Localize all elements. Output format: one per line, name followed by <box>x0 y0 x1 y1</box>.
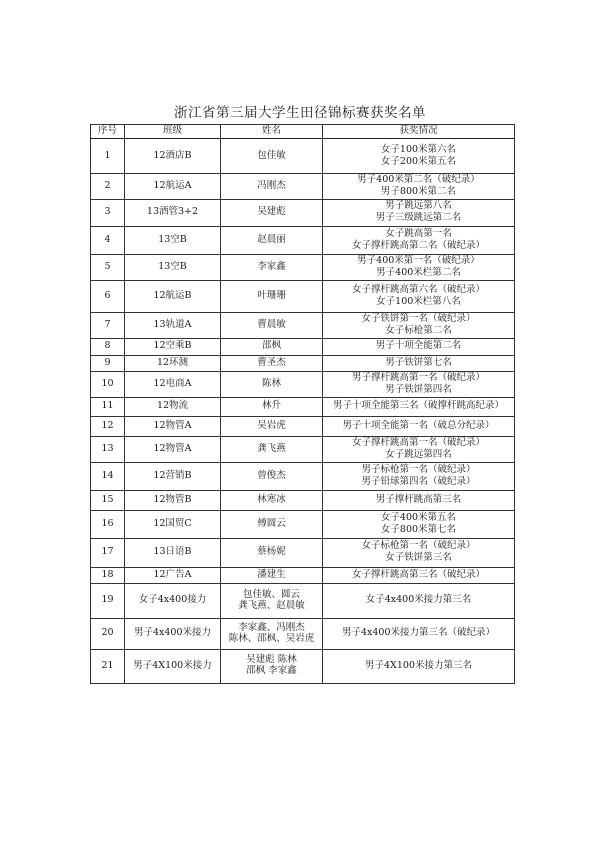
cell-no: 2 <box>91 174 125 200</box>
award-entry: 男子4X100米接力第三名 <box>365 659 472 671</box>
cell-class: 12物流 <box>125 397 221 416</box>
award-entry: 男子撑杆跳高第一名（破纪录） <box>351 371 485 383</box>
cell-name <box>221 139 323 174</box>
award-entry: 女子撑杆跳高第六名（破纪录） <box>351 283 485 295</box>
athlete-name: 冯刚杰 <box>257 179 286 191</box>
cell-name <box>221 174 323 200</box>
award-entry: 女子跳高第一名 <box>385 227 452 239</box>
cell-no: 5 <box>91 254 125 280</box>
cell-name <box>221 462 323 490</box>
cell-awards <box>323 510 515 538</box>
athlete-name: 包佳敏、圆云 <box>242 588 300 600</box>
cell-name <box>221 649 323 683</box>
athlete-name: 林升 <box>261 400 281 412</box>
award-entry: 男子400米第一名（破纪录） <box>357 254 480 266</box>
cell-no: 1 <box>91 139 125 174</box>
cell-name <box>221 338 323 355</box>
cell-name <box>221 254 323 280</box>
cell-name <box>221 538 323 567</box>
athlete-name: 曹晨敏 <box>257 318 286 330</box>
athlete-name: 龚飞燕 <box>257 442 286 454</box>
cell-no: 15 <box>91 490 125 510</box>
cell-class: 12航运B <box>125 280 221 312</box>
cell-no: 21 <box>91 649 125 683</box>
cell-class: 12空乘B <box>125 338 221 355</box>
cell-no: 13 <box>91 436 125 462</box>
cell-name <box>221 280 323 312</box>
table-row <box>91 226 515 254</box>
table-row <box>91 371 515 397</box>
award-entry: 女子400米第五名 <box>380 511 457 523</box>
award-entry: 女子200米第五名 <box>380 155 457 167</box>
cell-class: 12航运A <box>125 174 221 200</box>
table-row <box>91 338 515 355</box>
award-entry: 男子撑杆跳高第三名 <box>375 493 462 505</box>
table-row <box>91 254 515 280</box>
cell-awards <box>323 567 515 583</box>
cell-name <box>221 199 323 226</box>
cell-awards <box>323 174 515 200</box>
cell-awards <box>323 355 515 371</box>
cell-name <box>221 312 323 338</box>
athlete-name: 赵晨丽 <box>257 233 286 245</box>
table-row <box>91 139 515 174</box>
athlete-name: 吴岩虎 <box>257 419 286 431</box>
header-awards: 获奖情况 <box>323 125 515 139</box>
cell-no: 8 <box>91 338 125 355</box>
award-entry: 女子撑杆跳高第二名（破纪录） <box>351 239 485 251</box>
awards-table <box>90 124 515 684</box>
cell-class: 12电商A <box>125 371 221 397</box>
cell-no: 9 <box>91 355 125 371</box>
cell-no: 7 <box>91 312 125 338</box>
cell-awards <box>323 139 515 174</box>
cell-class: 12物管B <box>125 490 221 510</box>
athlete-name: 潘建生 <box>257 568 286 580</box>
cell-class: 12物管A <box>125 416 221 436</box>
cell-name <box>221 583 323 618</box>
cell-no: 6 <box>91 280 125 312</box>
award-entry: 女子跳远第四名 <box>385 448 452 460</box>
cell-awards <box>323 416 515 436</box>
cell-class: 12营销B <box>125 462 221 490</box>
cell-awards <box>323 436 515 462</box>
award-entry: 男子十项全能第一名（破总分纪录） <box>342 419 495 431</box>
award-entry: 女子4x400米接力第三名 <box>365 594 472 606</box>
athlete-name: 邵枫 李家鑫 <box>246 665 297 677</box>
header-no: 序号 <box>91 125 125 139</box>
cell-no: 4 <box>91 226 125 254</box>
award-entry: 女子800米第七名 <box>380 523 457 535</box>
page-title: 浙江省第三届大学生田径锦标赛获奖名单 <box>174 105 426 121</box>
cell-name <box>221 226 323 254</box>
table-row <box>91 199 515 226</box>
award-entry: 女子铁饼第三名 <box>385 552 452 564</box>
cell-awards <box>323 538 515 567</box>
cell-no: 17 <box>91 538 125 567</box>
table-row <box>91 567 515 583</box>
cell-no: 11 <box>91 397 125 416</box>
award-entry: 男子铁饼第四名 <box>385 383 452 395</box>
award-entry: 男子400米栏第二名 <box>376 266 461 278</box>
cell-class: 12国贸C <box>125 510 221 538</box>
cell-class: 13空B <box>125 254 221 280</box>
header-name: 姓名 <box>221 125 323 139</box>
cell-name <box>221 510 323 538</box>
award-entry: 男子800米第二名 <box>380 185 457 197</box>
athlete-name: 吴建彪 陈林 <box>246 654 297 666</box>
athlete-name: 傅圆云 <box>257 517 286 529</box>
athlete-name: 吴建彪 <box>257 206 286 218</box>
table-row <box>91 538 515 567</box>
cell-awards <box>323 371 515 397</box>
table-row <box>91 355 515 371</box>
cell-awards <box>323 254 515 280</box>
table-row <box>91 490 515 510</box>
table-row <box>91 462 515 490</box>
award-entry: 男子跳远第八名 <box>385 200 452 212</box>
cell-name <box>221 355 323 371</box>
table-row <box>91 312 515 338</box>
header-class: 班级 <box>125 125 221 139</box>
cell-class: 13空B <box>125 226 221 254</box>
table-row <box>91 618 515 649</box>
athlete-name: 曹圣杰 <box>257 356 286 368</box>
cell-awards <box>323 199 515 226</box>
table-row <box>91 397 515 416</box>
table-row <box>91 510 515 538</box>
cell-name <box>221 371 323 397</box>
cell-class: 13轨道A <box>125 312 221 338</box>
cell-awards <box>323 583 515 618</box>
table-row <box>91 649 515 683</box>
cell-class: 男子4X100米接力 <box>125 649 221 683</box>
cell-no: 16 <box>91 510 125 538</box>
table-row <box>91 436 515 462</box>
cell-awards <box>323 280 515 312</box>
athlete-name: 曾俊杰 <box>257 469 286 481</box>
cell-class: 12酒店B <box>125 139 221 174</box>
award-entry: 男子400米第二名（破纪录） <box>357 174 480 185</box>
cell-name <box>221 618 323 649</box>
award-entry: 男子十项全能第二名 <box>375 340 462 352</box>
cell-class: 13日语B <box>125 538 221 567</box>
cell-awards <box>323 649 515 683</box>
cell-no: 12 <box>91 416 125 436</box>
cell-name <box>221 567 323 583</box>
cell-name <box>221 490 323 510</box>
cell-name <box>221 436 323 462</box>
cell-no: 20 <box>91 618 125 649</box>
cell-class: 13酒管3+2 <box>125 199 221 226</box>
award-entry: 男子十项全能第三名（破撑杆跳高纪录） <box>332 400 504 412</box>
cell-awards <box>323 490 515 510</box>
table-row <box>91 416 515 436</box>
cell-class: 12广告A <box>125 567 221 583</box>
cell-awards <box>323 397 515 416</box>
cell-awards <box>323 226 515 254</box>
table-header-row <box>91 125 515 139</box>
cell-class: 男子4x400米接力 <box>125 618 221 649</box>
athlete-name: 龚飞燕、赵晨敏 <box>238 599 305 611</box>
athlete-name: 叶珊珊 <box>257 289 286 301</box>
award-entry: 男子标枪第一名（破纪录） <box>361 463 476 475</box>
athlete-name: 李家鑫、冯刚杰 <box>238 621 305 633</box>
cell-no: 10 <box>91 371 125 397</box>
cell-no: 18 <box>91 567 125 583</box>
award-entry: 女子标枪第二名 <box>385 324 452 336</box>
athlete-name: 蔡杨妮 <box>257 546 286 558</box>
athlete-name: 包佳敏 <box>257 149 286 161</box>
table-row <box>91 174 515 200</box>
award-entry: 男子4x400米接力第三名（破纪录） <box>341 627 496 639</box>
athlete-name: 邵枫 <box>261 340 281 352</box>
cell-no: 14 <box>91 462 125 490</box>
award-entry: 女子标枪第一名（破纪录） <box>361 540 476 552</box>
athlete-name: 陈林、邵枫、吴岩虎 <box>228 632 315 644</box>
cell-awards <box>323 618 515 649</box>
athlete-name: 陈林 <box>261 377 281 389</box>
cell-name <box>221 397 323 416</box>
award-entry: 女子100米栏第八名 <box>376 295 461 307</box>
award-entry: 女子铁饼第一名（破纪录） <box>361 312 476 324</box>
award-entry: 男子铁饼第七名 <box>385 356 452 368</box>
cell-awards <box>323 338 515 355</box>
cell-name <box>221 416 323 436</box>
award-entry: 男子三级跳远第二名 <box>375 212 462 224</box>
cell-class: 12环测 <box>125 355 221 371</box>
athlete-name: 林寒冰 <box>257 493 286 505</box>
table-row <box>91 280 515 312</box>
table-row <box>91 583 515 618</box>
cell-class: 12物管A <box>125 436 221 462</box>
athlete-name: 李家鑫 <box>257 260 286 272</box>
cell-awards <box>323 462 515 490</box>
award-entry: 女子撑杆跳高第三名（破纪录） <box>351 568 485 580</box>
award-entry: 男子铅球第四名（破纪录） <box>361 475 476 487</box>
cell-no: 19 <box>91 583 125 618</box>
award-entry: 女子100米第六名 <box>380 143 457 155</box>
cell-awards <box>323 312 515 338</box>
cell-class: 女子4x400接力 <box>125 583 221 618</box>
award-entry: 女子撑杆跳高第一名（破纪录） <box>351 436 485 448</box>
cell-no: 3 <box>91 199 125 226</box>
